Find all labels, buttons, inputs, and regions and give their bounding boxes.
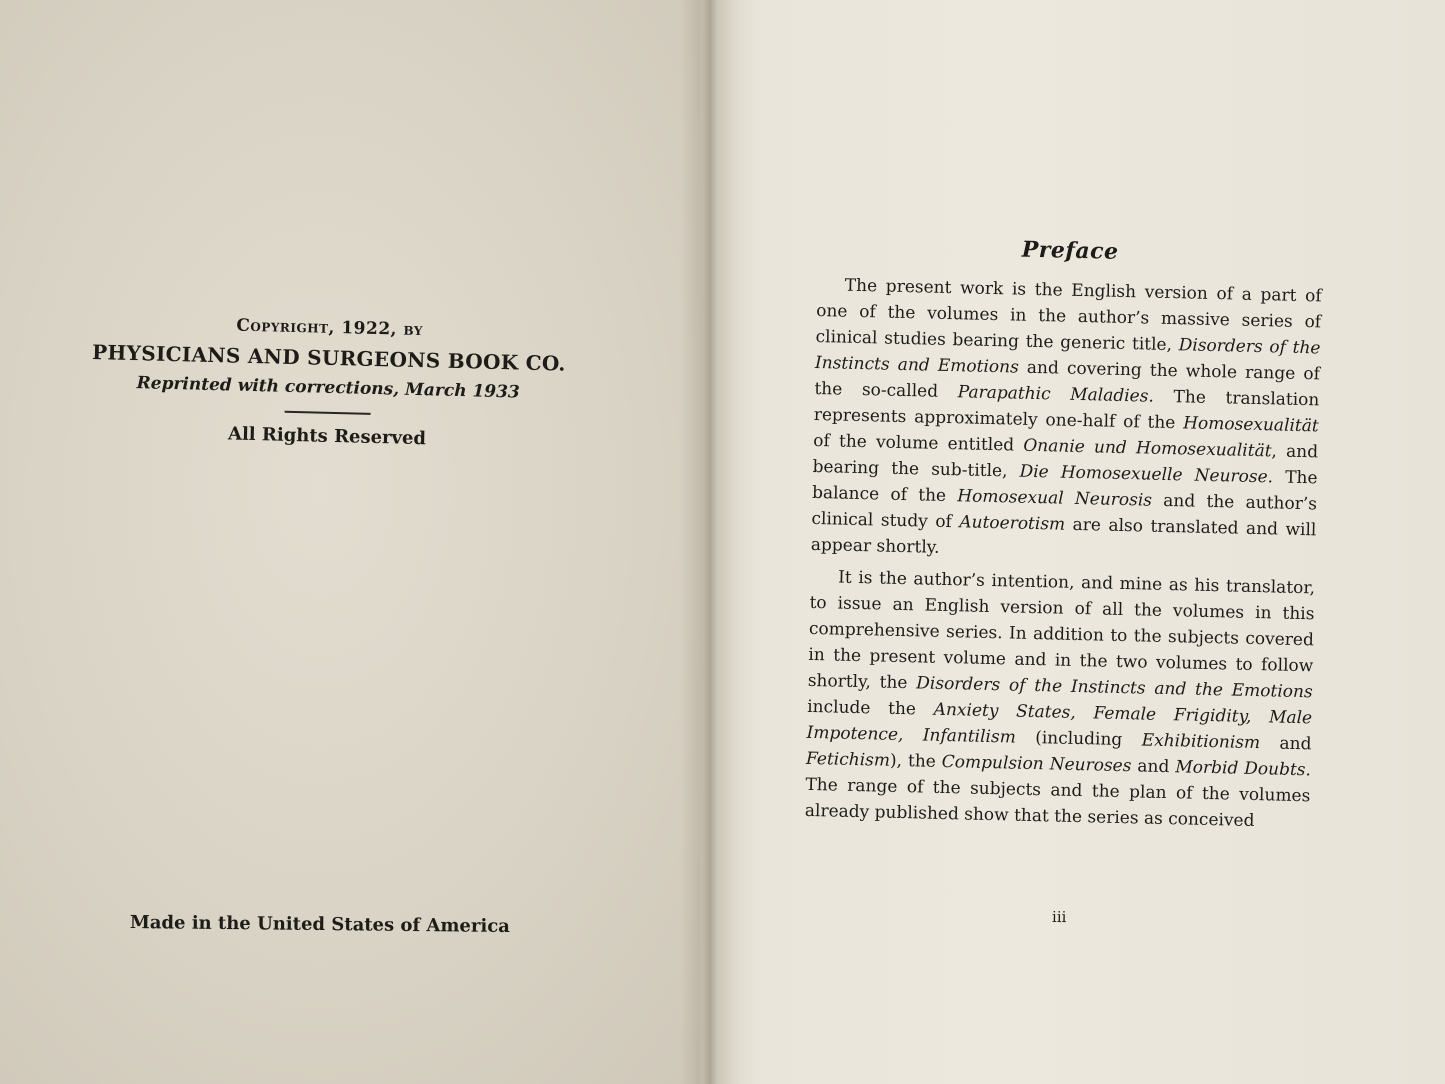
reprint-note: Reprinted with corrections, March 1933	[136, 373, 521, 403]
italic-run: Exhibitionism	[1141, 730, 1261, 754]
italic-run: Disorders of the Instincts and Emotions	[814, 335, 1321, 378]
text-run: , and bearing the sub-title,	[812, 441, 1319, 482]
italic-run: Morbid Doubts.	[1175, 757, 1312, 781]
preface-paragraph	[811, 272, 1322, 569]
italic-run: Autoerotism	[959, 512, 1066, 535]
italic-run: Homosexual Neurosis	[957, 486, 1153, 511]
text-run: The present work is the English version of a part of one of the volumes in the author’s massive series of clinical studies bearing the generic title,	[815, 275, 1322, 356]
preface-text	[805, 272, 1322, 835]
divider-rule	[285, 411, 371, 415]
italic-run: Disorders of the Instincts and the Emotions	[916, 673, 1313, 703]
italic-run: Anxiety States, Female Frigidity, Male Impotence, Infantilism	[806, 699, 1313, 748]
italic-run: Fetichism	[805, 748, 891, 771]
text-run: of the volume entitled	[813, 430, 1024, 456]
publisher-name: PHYSICIANS AND SURGEONS BOOK CO.	[91, 340, 567, 376]
text-run: The balance of the	[811, 467, 1318, 507]
right-page	[700, 0, 1445, 1084]
text-run: and	[1131, 756, 1176, 778]
text-run: and the author’s clinical study of	[811, 490, 1318, 533]
italic-run: Die Homosexuelle Neurose.	[1019, 461, 1274, 488]
preface-block	[804, 232, 1322, 841]
italic-run: Compulsion Neuroses	[941, 751, 1132, 777]
italic-run: Parapathic Maladies.	[957, 382, 1155, 407]
preface-paragraph	[805, 564, 1316, 835]
text-run: are also translated and will appear shortly.	[810, 514, 1317, 558]
page-number: iii	[1051, 907, 1067, 927]
text-run: The translation represents approximately one-half of the	[813, 386, 1320, 434]
copyright-line: Copyright, 1922, by	[236, 315, 424, 341]
copyright-imprint	[87, 312, 570, 453]
text-run: (including	[1015, 727, 1142, 751]
text-run: and covering the whole range of the so-called	[814, 357, 1321, 403]
text-run: ), the	[889, 750, 943, 772]
italic-run: Homosexualität	[1182, 413, 1319, 437]
rights-reserved: All Rights Reserved	[227, 423, 427, 450]
text-run: The range of the subjects and the plan of the volumes already published show that the series as conceived	[804, 774, 1311, 832]
text-run: It is the author’s intention, and mine as his translator, to issue an English version of all the volumes in this comprehensive series. In addition to the subjects covered in the present volume and in the two volumes to follow shortly, the	[807, 567, 1316, 694]
text-run: and	[1259, 733, 1312, 755]
text-run: include the	[806, 696, 934, 720]
italic-run: Onanie und Homosexualität	[1023, 435, 1272, 462]
left-page	[0, 0, 712, 1084]
made-in-line: Made in the United States of America	[129, 912, 510, 937]
preface-title: Preface	[1021, 236, 1119, 265]
